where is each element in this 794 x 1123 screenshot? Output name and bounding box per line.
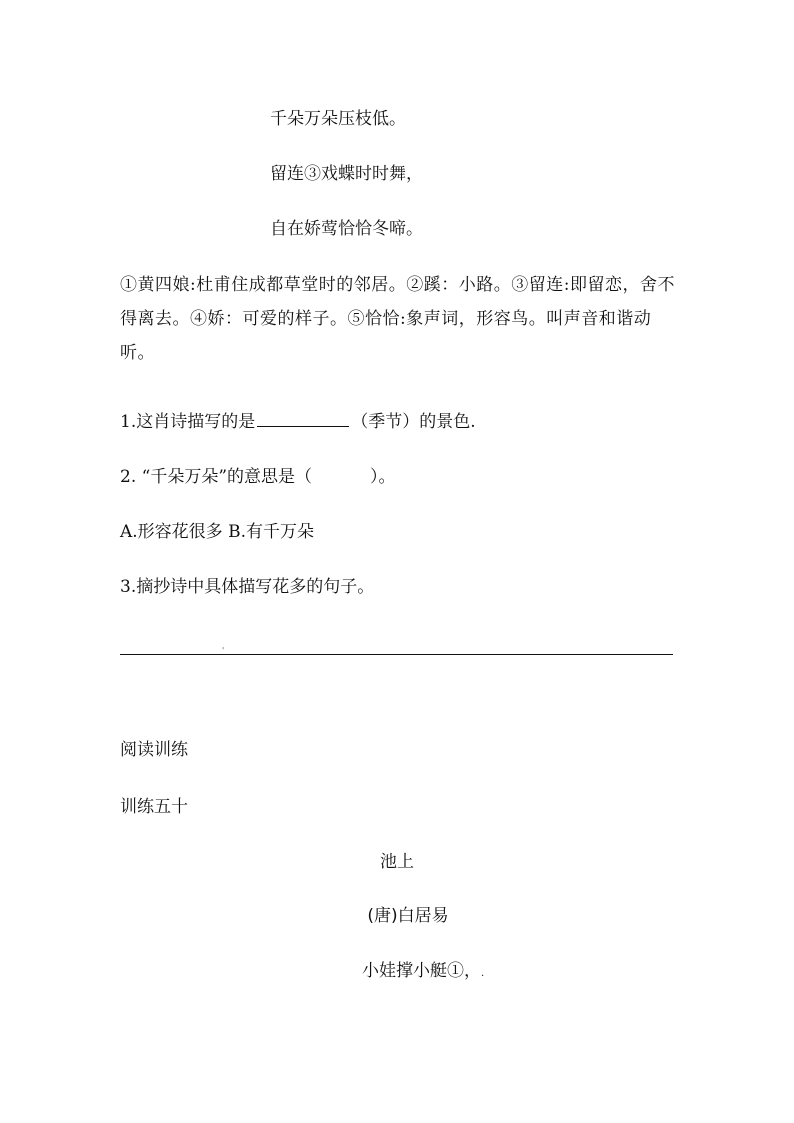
poem-author: (唐)白居易 bbox=[367, 906, 449, 926]
poem2-line-1 bbox=[362, 959, 484, 986]
poem-title: 池上 bbox=[380, 852, 414, 872]
section-subheading: 训练五十 bbox=[120, 797, 188, 817]
section-heading: 阅读训练 bbox=[120, 740, 188, 760]
question-2-suffix: ）。 bbox=[370, 467, 396, 487]
poem2-line-1-text: 小娃撑小艇①， bbox=[362, 961, 481, 981]
poem-line-1: 千朵万朵压枝低。 bbox=[270, 109, 406, 129]
question-1-suffix: （季节）的景色. bbox=[351, 412, 476, 432]
question-2 bbox=[120, 465, 396, 489]
answer-blank[interactable] bbox=[257, 410, 349, 427]
question-2-text: 2. “千朵万朵”的意思是（ bbox=[120, 467, 313, 487]
question-1 bbox=[120, 410, 476, 434]
poem-line-3: 自在娇莺恰恰冬啼。 bbox=[270, 219, 423, 239]
stray-mark: ' bbox=[222, 646, 225, 655]
question-2-options: A.形容花很多 B.有千万朵 bbox=[120, 522, 314, 542]
poem-line-2: 留连③戏蝶时时舞， bbox=[270, 164, 423, 184]
annotation-notes: ①黄四娘:杜甫住成都草堂时的邻居。②蹊：小路。③留连:即留恋，舍不得离去。④娇：可爱的样子。⑤恰恰:象声词，形容鸟。叫声音和谐动听。 bbox=[120, 275, 675, 363]
answer-line[interactable] bbox=[120, 654, 673, 655]
trailing-mark: . bbox=[481, 968, 485, 979]
question-1-text: 1.这肖诗描写的是 bbox=[120, 412, 256, 432]
question-3: 3.摘抄诗中具体描写花多的句子。 bbox=[120, 577, 375, 597]
